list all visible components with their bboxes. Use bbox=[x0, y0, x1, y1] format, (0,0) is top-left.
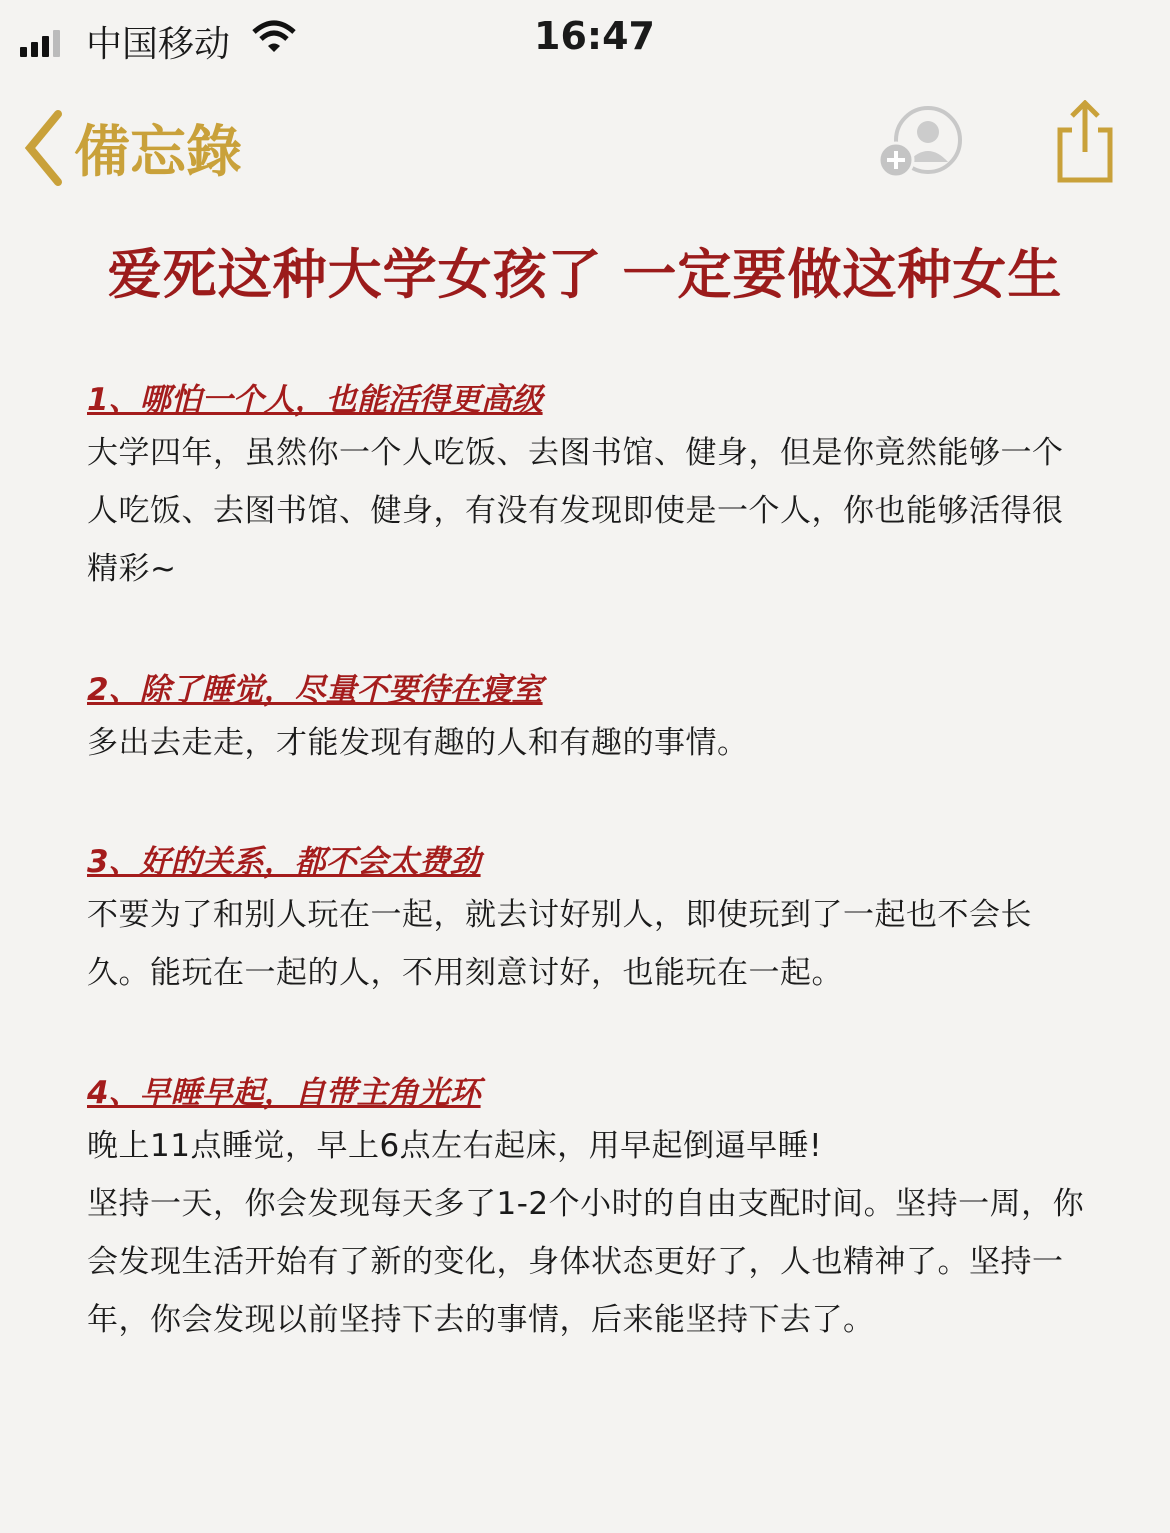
nav-bar bbox=[0, 100, 1170, 190]
note-section bbox=[87, 842, 1087, 1002]
section-heading: 4、早睡早起，自带主角光环 bbox=[87, 1075, 481, 1111]
clock: 16:47 bbox=[534, 14, 655, 58]
note-section bbox=[87, 380, 1087, 598]
wifi-icon bbox=[252, 20, 296, 54]
section-heading: 1、哪怕一个人，也能活得更高级 bbox=[87, 382, 543, 418]
share-icon[interactable] bbox=[1052, 100, 1118, 184]
section-paragraph: 大学四年，虽然你一个人吃饭、去图书馆、健身，但是你竟然能够一个人吃饭、去图书馆、健身，有没有发现即使是一个人，你也能够活得很精彩~ bbox=[87, 435, 1064, 587]
section-heading: 2、除了睡觉，尽量不要待在寝室 bbox=[87, 672, 543, 708]
signal-icon bbox=[20, 30, 60, 57]
back-label: 備忘錄 bbox=[74, 120, 242, 185]
section-paragraph: 多出去走走，才能发现有趣的人和有趣的事情。 bbox=[87, 725, 749, 761]
chevron-left-icon bbox=[24, 110, 64, 186]
note-title: 爱死这种大学女孩了 一定要做这种女生 bbox=[107, 242, 1063, 306]
note-section bbox=[87, 670, 1087, 772]
section-paragraph: 不要为了和别人玩在一起，就去讨好别人，即使玩到了一起也不会长久。能玩在一起的人，不用刻意讨好，也能玩在一起。 bbox=[87, 897, 1032, 991]
status-bar bbox=[0, 12, 1170, 65]
back-button[interactable] bbox=[24, 108, 242, 188]
add-person-icon[interactable] bbox=[876, 104, 966, 184]
note-section bbox=[87, 1073, 1087, 1349]
section-paragraph: 坚持一天，你会发现每天多了1-2个小时的自由支配时间。坚持一周，你会发现生活开始有了新的变化，身体状态更好了，人也精神了。坚持一年，你会发现以前坚持下去的事情，后来能坚持下去了。 bbox=[87, 1186, 1085, 1338]
section-heading: 3、好的关系，都不会太费劲 bbox=[87, 844, 481, 880]
section-paragraph: 晚上11点睡觉，早上6点左右起床，用早起倒逼早睡! bbox=[87, 1128, 823, 1164]
carrier-label: 中国移动 bbox=[86, 24, 231, 65]
